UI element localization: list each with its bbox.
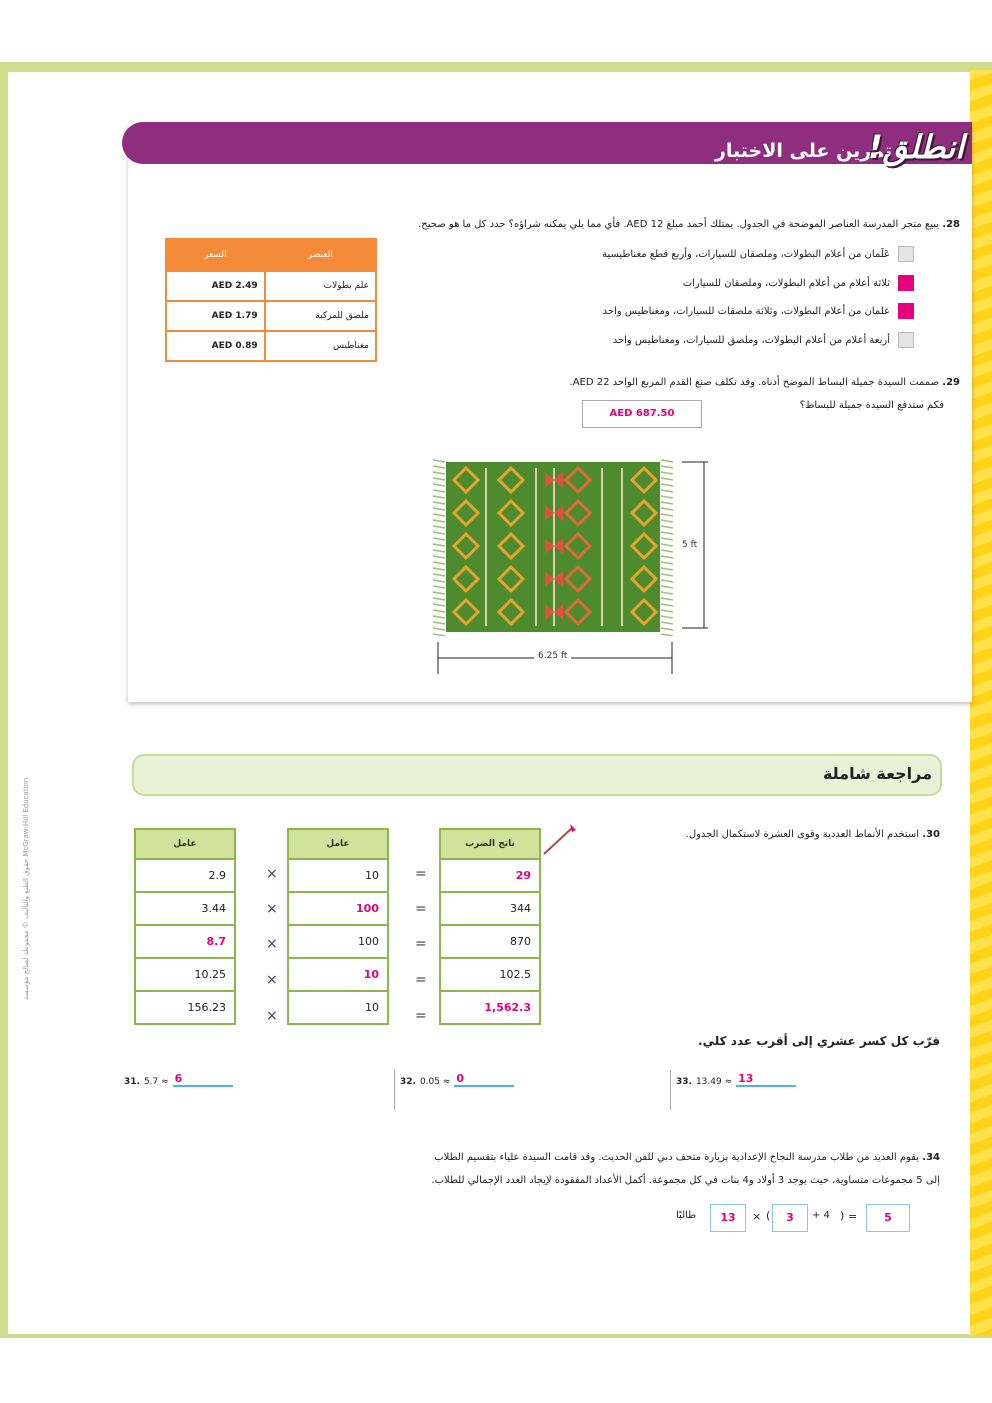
table-row: AED 0.89 مغناطيس xyxy=(166,331,376,361)
boys-box[interactable]: 3 xyxy=(772,1204,808,1232)
times-sign: × xyxy=(266,1008,278,1024)
rug-fringe-strand xyxy=(661,550,673,552)
product-cell[interactable]: 1,562.3 xyxy=(440,991,540,1024)
rug-fringe-strand xyxy=(661,538,673,540)
rug-fringe-strand xyxy=(661,484,673,486)
total-box[interactable]: 13 xyxy=(710,1204,746,1232)
rug-fringe-strand xyxy=(661,562,673,564)
checkbox-checked[interactable] xyxy=(898,303,914,319)
rug-fringe-strand xyxy=(433,622,445,624)
rug-fringe-strand xyxy=(433,514,445,516)
rug-fringe-strand xyxy=(433,532,445,534)
groups-box[interactable]: 5 xyxy=(866,1204,910,1232)
equals-sign: = xyxy=(415,1008,427,1024)
equals-sign: = xyxy=(415,901,427,917)
rug-fringe-strand xyxy=(661,532,673,534)
rug-fringe-strand xyxy=(661,568,673,570)
rug-fringe-strand xyxy=(433,574,445,576)
rug-fringe-strand xyxy=(433,610,445,612)
rug-fringe-strand xyxy=(433,598,445,600)
rug-fringe-strand xyxy=(661,616,673,618)
rug-fringe-strand xyxy=(661,586,673,588)
rug-fringe-strand xyxy=(433,526,445,528)
factor2-column: عامل 10 100 100 10 10 xyxy=(287,828,389,1025)
rug-fringe-strand xyxy=(661,478,673,480)
product-cell[interactable]: 344 xyxy=(440,892,540,925)
rug-fringe-strand xyxy=(661,622,673,624)
rug-fringe-strand xyxy=(433,634,445,636)
product-cell[interactable]: 29 xyxy=(440,859,540,892)
table-row: AED 1.79 ملصق للمركبة xyxy=(166,301,376,331)
divider xyxy=(670,1070,671,1110)
q32-answer[interactable]: 0 xyxy=(454,1072,514,1087)
factor1-cell[interactable]: 10.25 xyxy=(135,958,235,991)
rug-fringe-strand xyxy=(661,634,673,636)
q28-option-1[interactable]: عَلَمان من أعلام البطولات، وملصقان للسيارات، وأربع قطع مغناطيسية xyxy=(602,246,914,262)
rug-fringe-strand xyxy=(661,466,673,468)
rug-fringe-strand xyxy=(433,520,445,522)
factor2-cell[interactable]: 100 xyxy=(288,925,388,958)
times-sign: × xyxy=(752,1210,762,1223)
factor2-cell[interactable]: 10 xyxy=(288,991,388,1024)
table-row: AED 2.49 علم بطولات xyxy=(166,271,376,301)
rug-fringe-strand xyxy=(661,460,673,462)
rug-fringe-strand xyxy=(433,568,445,570)
equals-sign: = xyxy=(848,1210,858,1223)
review-title: مراجعة شاملة xyxy=(822,764,932,783)
rug-fringe-left xyxy=(432,458,446,636)
edge-stripe xyxy=(970,70,992,1336)
checkbox-checked[interactable] xyxy=(898,275,914,291)
height-label: 5 ft xyxy=(682,540,698,550)
factor2-cell[interactable]: 10 xyxy=(288,859,388,892)
rug-fringe-strand xyxy=(661,574,673,576)
open-paren: ( xyxy=(766,1209,771,1222)
rug-fringe-strand xyxy=(661,598,673,600)
factor2-cell[interactable]: 10 xyxy=(288,958,388,991)
width-label: 6.25 ft xyxy=(534,651,571,661)
equals-sign: = xyxy=(415,866,427,882)
rug-fringe-strand xyxy=(433,472,445,474)
factor1-cell[interactable]: 3.44 xyxy=(135,892,235,925)
rug-fringe-strand xyxy=(433,490,445,492)
rug-fringe-strand xyxy=(661,508,673,510)
rug-fringe-strand xyxy=(661,472,673,474)
close-paren: ) xyxy=(840,1209,845,1222)
rug-fringe-strand xyxy=(661,526,673,528)
price-header: السعر xyxy=(166,239,265,271)
q28-option-4[interactable]: أربعة أعلام من أعلام البطولات، وملصق للسيارات، ومغناطيس واحد xyxy=(613,332,914,348)
q29-answer-box[interactable]: AED 687.50 xyxy=(582,400,702,428)
times-sign: × xyxy=(266,901,278,917)
rug-fringe-strand xyxy=(433,586,445,588)
rug-fringe-strand xyxy=(433,478,445,480)
rug-fringe-strand xyxy=(433,580,445,582)
q29-text: 29. صممت السيدة جميلة البساط الموضح أدناه. وقد تكلف صنع القدم المربع الواحد 22 AED. xyxy=(569,377,960,388)
equals-sign: = xyxy=(415,936,427,952)
product-cell[interactable]: 102.5 xyxy=(440,958,540,991)
rug-fringe-strand xyxy=(661,520,673,522)
q32: 32. 0.05 ≈ 0 xyxy=(400,1072,514,1087)
rug-fringe-strand xyxy=(433,466,445,468)
rug-fringe-strand xyxy=(661,592,673,594)
q28-option-3[interactable]: علمان من أعلام البطولات، وثلاثة ملصقات للسيارات، ومغناطيس واحد xyxy=(603,303,914,319)
rug-fringe-strand xyxy=(433,460,445,462)
times-sign: × xyxy=(266,866,278,882)
product-cell[interactable]: 870 xyxy=(440,925,540,958)
pencil-icon xyxy=(540,822,580,858)
rounding-instruction: قرّب كل كسر عشري إلى أقرب عدد كلي. xyxy=(698,1034,940,1048)
review-banner xyxy=(132,754,942,796)
rug-fringe-strand xyxy=(661,604,673,606)
rug-fringe-strand xyxy=(661,628,673,630)
rug-fringe-strand xyxy=(433,616,445,618)
rug-fringe-strand xyxy=(433,556,445,558)
rug-fringe-strand xyxy=(433,484,445,486)
times-sign: × xyxy=(266,972,278,988)
rug-fringe-strand xyxy=(433,562,445,564)
q31-answer[interactable]: 6 xyxy=(173,1072,233,1087)
q28-option-2[interactable]: ثلاثة أعلام من أعلام البطولات، وملصقان للسيارات xyxy=(683,275,914,291)
product-column: ناتج الضرب 29 344 870 102.5 1,562.3 xyxy=(439,828,541,1025)
rug-fringe-strand xyxy=(433,604,445,606)
rug-fringe-strand xyxy=(433,550,445,552)
factor2-cell[interactable]: 100 xyxy=(288,892,388,925)
rug-fringe-strand xyxy=(433,592,445,594)
divider xyxy=(394,1070,395,1110)
rug-illustration xyxy=(446,462,660,632)
q28-text: 28. يبيع متجر المدرسة العناصر الموضحة في الجدول. يمتلك أحمد مبلغ 12 AED. فأي مما يلي يمكنه شراؤه؟ حدد كل ما هو صحيح. xyxy=(418,219,960,230)
q29-question: فكم ستدفع السيدة جميلة للبساط؟ xyxy=(799,400,944,411)
banner-title: تمرين على الاختبار xyxy=(714,140,892,162)
q31: 31. 5.7 ≈ 6 xyxy=(124,1072,233,1087)
rug-fringe-strand xyxy=(661,544,673,546)
side-credit: حقوق الطبع والتأليف © محفوظة لصالح مؤسسة McGraw-Hill Education xyxy=(22,777,30,1000)
factor1-cell[interactable]: 156.23 xyxy=(135,991,235,1024)
rug-fringe-strand xyxy=(661,556,673,558)
q33: 33. 13.49 ≈ 13 xyxy=(676,1072,796,1087)
times-sign: × xyxy=(266,936,278,952)
rug-fringe-strand xyxy=(661,514,673,516)
rug-fringe-strand xyxy=(661,490,673,492)
rug-fringe-strand xyxy=(661,496,673,498)
rug-fringe-strand xyxy=(661,580,673,582)
rug-fringe-strand xyxy=(661,610,673,612)
rug-fringe-strand xyxy=(433,508,445,510)
rug-fringe-strand xyxy=(433,496,445,498)
q30-text: 30. استخدم الأنماط العددية وقوى العشرة لاستكمال الجدول. xyxy=(685,829,940,840)
rug-fringe-strand xyxy=(433,544,445,546)
equals-sign: = xyxy=(415,972,427,988)
checkbox[interactable] xyxy=(898,246,914,262)
plus-four: + 4 xyxy=(812,1210,830,1221)
rug-fringe-strand xyxy=(433,502,445,504)
rug-fringe-strand xyxy=(433,628,445,630)
price-table xyxy=(165,238,377,362)
factor1-cell[interactable]: 2.9 xyxy=(135,859,235,892)
q34-line1: 34. يقوم العديد من طلاب مدرسة النجاح الإعدادية بزيارة متحف دبي للفن الحديث. وقد قامت السيدة علياء بتقسيم الطلاب xyxy=(434,1152,940,1163)
banner-logo: انطلق! xyxy=(868,128,964,166)
factor1-cell[interactable]: 8.7 xyxy=(135,925,235,958)
q33-answer[interactable]: 13 xyxy=(736,1072,796,1087)
rug-fringe-strand xyxy=(433,538,445,540)
rug-fringe-right xyxy=(660,458,674,636)
item-header: العنصر xyxy=(265,239,376,271)
factor1-column: عامل 2.9 3.44 8.7 10.25 156.23 xyxy=(134,828,236,1025)
q34-line2: إلى 5 مجموعات متساوية، حيث يوجد 3 أولاد و4 بنات في كل مجموعة. أكمل الأعداد المفقودة لإيجاد العدد الإجمالي للطلاب. xyxy=(431,1175,940,1186)
rug-fringe-strand xyxy=(661,502,673,504)
students-label: طالبًا xyxy=(676,1210,697,1221)
checkbox[interactable] xyxy=(898,332,914,348)
